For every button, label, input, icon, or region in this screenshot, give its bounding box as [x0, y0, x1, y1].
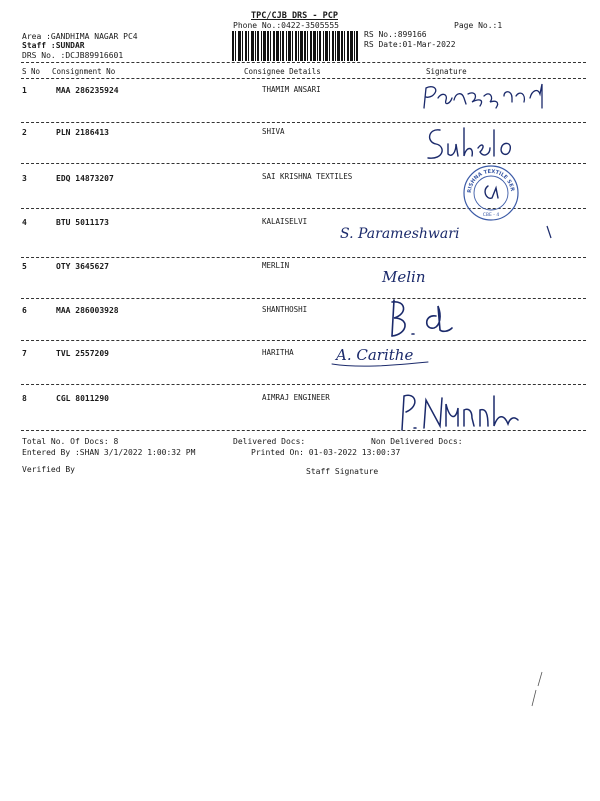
signature-row7-drawing — [328, 340, 458, 372]
row-sno: 2 — [22, 128, 27, 137]
divider — [21, 298, 586, 299]
row-consignee: SHANTHOSHI — [262, 305, 308, 314]
divider — [21, 257, 586, 258]
rs-date: RS Date:01-Mar-2022 — [364, 40, 456, 49]
signature-row5 — [380, 256, 440, 292]
page-number: Page No.:1 — [454, 21, 503, 30]
entered-by: Entered By :SHAN 3/1/2022 1:00:32 PM — [22, 448, 196, 457]
signature-row2 — [424, 124, 524, 166]
row-consignee: MERLIN — [262, 261, 290, 270]
row-consignee: SAI KRISHNA TEXTILES — [262, 172, 353, 181]
area-label: Area :GANDHIMA NAGAR PC4 — [22, 32, 138, 41]
delivered-docs: Delivered Docs: — [233, 437, 306, 446]
signature-row8 — [394, 390, 524, 434]
pen-mark — [545, 224, 557, 240]
col-header-consignment: Consignment No — [52, 67, 116, 76]
row-consignment: BTU 5011173 — [56, 218, 109, 227]
divider — [21, 62, 586, 63]
printed-on: Printed On: 01-03-2022 13:00:37 — [251, 448, 401, 457]
row-consignment: EDQ 14873207 — [56, 174, 114, 183]
barcode — [232, 31, 358, 61]
signature-row7 — [328, 340, 458, 372]
divider — [21, 340, 586, 341]
row-sno: 8 — [22, 394, 27, 403]
row-sno: 3 — [22, 174, 27, 183]
row-sno: 7 — [22, 349, 27, 358]
row-consignee: KALAISELVI — [262, 217, 308, 226]
row-consignment: CGL 8011290 — [56, 394, 109, 403]
row-consignee: AIMRAJ ENGINEER — [262, 393, 330, 402]
row-consignment: TVL 2557209 — [56, 349, 109, 358]
row-sno: 6 — [22, 306, 27, 315]
signature-text: Melin — [382, 268, 426, 286]
verified-by: Verified By — [22, 465, 75, 474]
col-header-signature: Signature — [426, 67, 467, 76]
total-docs: Total No. Of Docs: 8 — [22, 437, 119, 446]
signature-text: S. Parameshwari — [340, 226, 460, 242]
phone-number: Phone No.:0422-3505555 — [233, 21, 339, 30]
row-sno: 5 — [22, 262, 27, 271]
col-header-consignee: Consignee Details — [244, 67, 321, 76]
pen-mark — [528, 670, 548, 710]
row-consignee: HARITHA — [262, 348, 294, 357]
staff-label: Staff :SUNDAR — [22, 41, 85, 50]
document-title: TPC/CJB DRS - PCP — [251, 11, 338, 21]
row-consignment: OTY 3645627 — [56, 262, 109, 271]
divider — [21, 122, 586, 123]
row-consignee: SHIVA — [262, 127, 285, 136]
rs-number: RS No.:899166 — [364, 30, 427, 39]
company-stamp — [462, 164, 520, 222]
row-consignee: THAMIM ANSARI — [262, 85, 321, 94]
row-consignment: PLN 2186413 — [56, 128, 109, 137]
signature-row6 — [384, 296, 464, 340]
divider — [21, 78, 586, 79]
row-sno: 4 — [22, 218, 27, 227]
stamp-text: RISHNA TEXTILE SER — [466, 168, 515, 194]
non-delivered-docs: Non Delivered Docs: — [371, 437, 463, 446]
divider — [21, 384, 586, 385]
row-sno: 1 — [22, 86, 27, 95]
signature-text: A. Carithe — [336, 346, 414, 364]
drs-number: DRS No. :DCJB89916601 — [22, 51, 124, 60]
signature-row1 — [420, 80, 550, 116]
staff-signature: Staff Signature — [306, 467, 379, 476]
col-header-sno: S No — [22, 67, 41, 76]
signature-row5-drawing — [380, 256, 440, 292]
row-consignment: MAA 286235924 — [56, 86, 119, 95]
stamp-city: CBE - 4 — [482, 213, 500, 218]
row-consignment: MAA 286003928 — [56, 306, 119, 315]
